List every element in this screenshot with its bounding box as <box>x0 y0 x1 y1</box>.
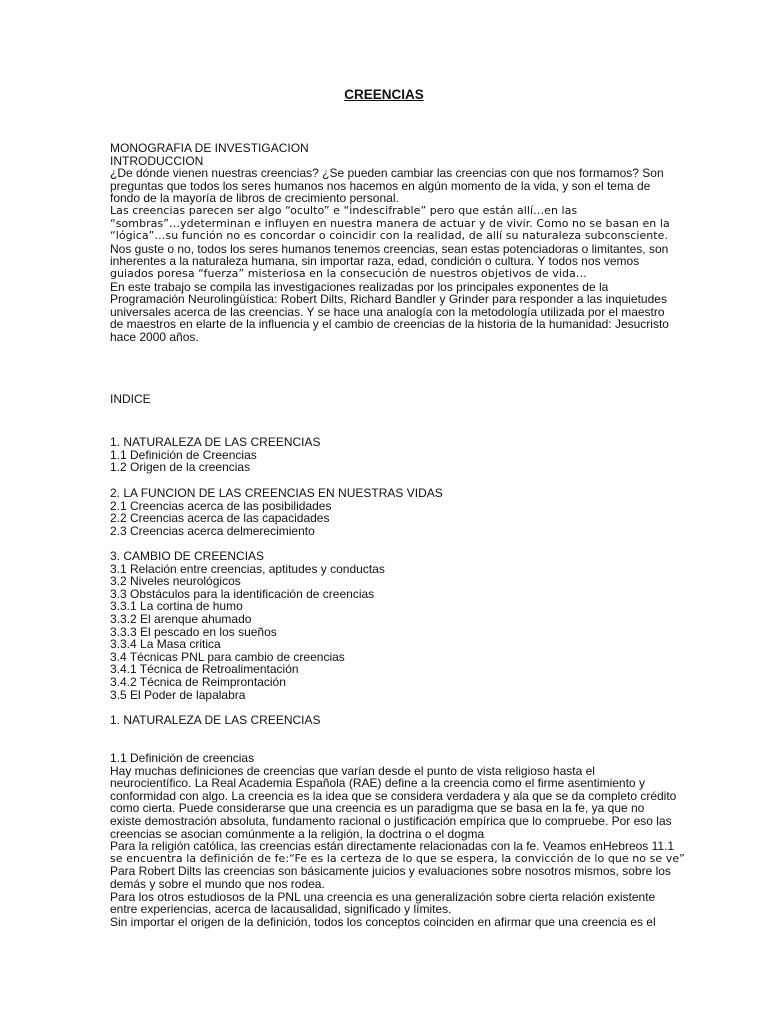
body-line: Para Robert Dilts las creencias son básicamente juicios y evaluaciones sobre nosotros mismos, sobre los <box>110 864 671 879</box>
intro-line: hace 2000 años. <box>110 329 199 344</box>
index-group-2 <box>110 487 635 537</box>
body-line: Para los otros estudiosos de la PNL una creencia es una generalización sobre cierta relación existente <box>110 889 656 904</box>
index-entry: 1.1 Definición de Creencias <box>110 447 257 462</box>
index-entry: 3.2 Niveles neurológicos <box>110 574 241 589</box>
index-entry: 1.2 Origen de la creencias <box>110 460 251 475</box>
section-1-heading-block <box>110 714 635 727</box>
body-line: creencias se asocian comúnmente a la religión, la doctrina o el dogma <box>110 826 485 841</box>
intro-line: Las creencias parecen ser algo “oculto” e “indescifrable” pero que están allí…en las <box>110 203 578 217</box>
index-entry: 3. CAMBIO DE CREENCIAS <box>110 549 265 563</box>
index-entry: 3.3.1 La cortina de humo <box>110 599 243 614</box>
index-group-1 <box>110 436 635 474</box>
index-entry: 3.4.2 Técnica de Reimprontación <box>110 674 286 689</box>
section-heading: 1. NATURALEZA DE LAS CREENCIAS <box>110 713 321 727</box>
index-entry: 2.1 Creencias acerca de las posibilidades <box>110 498 332 513</box>
document-title: CREENCIAS <box>344 87 424 102</box>
index-heading: INDICE <box>110 392 151 406</box>
index-entry: 3.3.3 El pescado en los sueños <box>110 624 277 639</box>
index-entry: 3.3.2 El arenque ahumado <box>110 611 252 626</box>
intro-line: universales acerca de las creencias. Y se hace una analogía con la metodología utilizada por el maestro <box>110 304 665 319</box>
body-line: Para la religión católica, las creencias están directamente relacionadas con la fe. Veamos enHebreos 11.1 <box>110 839 675 854</box>
intro-line: INTRODUCCION <box>110 153 204 168</box>
intro-line: fondo de la mayoría de libros de crecimiento personal. <box>110 191 399 206</box>
intro-line: de maestros en elarte de la influencia y el cambio de creencias de la historia de la humanidad: Jesucristo <box>110 317 669 332</box>
body-line: demás y sobre el mundo que nos rodea. <box>110 876 325 891</box>
body-line: entre experiencias, acerca de lacausalidad, significado y límites. <box>110 902 452 917</box>
intro-line: inherentes a la naturaleza humana, sin importar raza, edad, condición o cultura. Y todos nos vemos <box>110 254 640 269</box>
index-entry: 2.3 Creencias acerca delmerecimiento <box>110 523 315 538</box>
intro-line: guiados poresa “fuerza” misteriosa en la consecución de nuestros objetivos de vida… <box>110 266 587 280</box>
intro-line: ¿De dónde vienen nuestras creencias? ¿Se pueden cambiar las creencias con que nos formamos? Son <box>110 166 664 181</box>
intro-line: “sombras”…ydeterminan e influyen en nuestra manera de actuar y de vivir. Como no se basan en la <box>110 216 670 230</box>
index-entry: 3.1 Relación entre creencias, aptitudes y conductas <box>110 561 385 576</box>
body-line: conformidad con algo. La creencia es la idea que se considera verdadera y ala que se da completo crédito <box>110 788 677 803</box>
body-line: existe demostración absoluta, fundamento racional o justificación empírica que lo compruebe. Por eso las <box>110 813 672 828</box>
body-line: Sin importar el origen de la definición, todos los conceptos coinciden en afirmar que una creencia es el <box>110 914 656 929</box>
body-line: como cierta. Puede considerarse que una creencia es un paradigma que se basa en la fe, ya que no <box>110 801 645 816</box>
index-entry: 3.5 El Poder de lapalabra <box>110 687 246 702</box>
intro-line: Nos guste o no, todos los seres humanos tenemos creencias, sean estas potenciadoras o limitantes, son <box>110 241 669 256</box>
index-entry: 3.4.1 Técnica de Retroalimentación <box>110 662 299 677</box>
index-entry: 3.4 Técnicas PNL para cambio de creencias <box>110 649 345 664</box>
body-line: 1.1 Definición de creencias <box>110 751 255 765</box>
body-line: Hay muchas definiciones de creencias que varían desde el punto de vista religioso hasta el <box>110 763 595 778</box>
index-group-3 <box>110 550 635 701</box>
index-entry: 2. LA FUNCION DE LAS CREENCIAS EN NUESTRAS VIDAS <box>110 486 443 500</box>
index-entry: 3.3.4 La Masa critica <box>110 637 221 652</box>
index-entry: 1. NATURALEZA DE LAS CREENCIAS <box>110 435 321 449</box>
intro-line: “lógica”…su función no es concordar o coincidir con la realidad, de allí su naturaleza subconsciente. <box>110 229 669 243</box>
section-1-1-body <box>110 751 685 929</box>
index-entry: 3.3 Obstáculos para la identificación de creencias <box>110 586 375 601</box>
intro-line: En este trabajo se compila las investigaciones realizadas por los principales exponentes de la <box>110 279 609 294</box>
intro-line: preguntas que todos los seres humanos nos hacemos en algún momento de la vida, y son el tema de <box>110 178 651 193</box>
intro-line: MONOGRAFIA DE INVESTIGACION <box>110 141 309 155</box>
index-heading-block <box>110 393 635 406</box>
body-line: neurocientífico. La Real Academia Española (RAE) define a la creencia como el firme asentimiento y <box>110 776 645 791</box>
index-entry: 2.2 Creencias acerca de las capacidades <box>110 511 330 526</box>
intro-line: Programación Neurolingüística: Robert Dilts, Richard Bandler y Grinder para responder a las inquietudes <box>110 292 667 307</box>
introduction-section <box>110 141 670 344</box>
body-line: se encuentra la definición de fe:“Fe es la certeza de lo que se espera, la convicción de lo que no se ve” <box>110 851 685 865</box>
